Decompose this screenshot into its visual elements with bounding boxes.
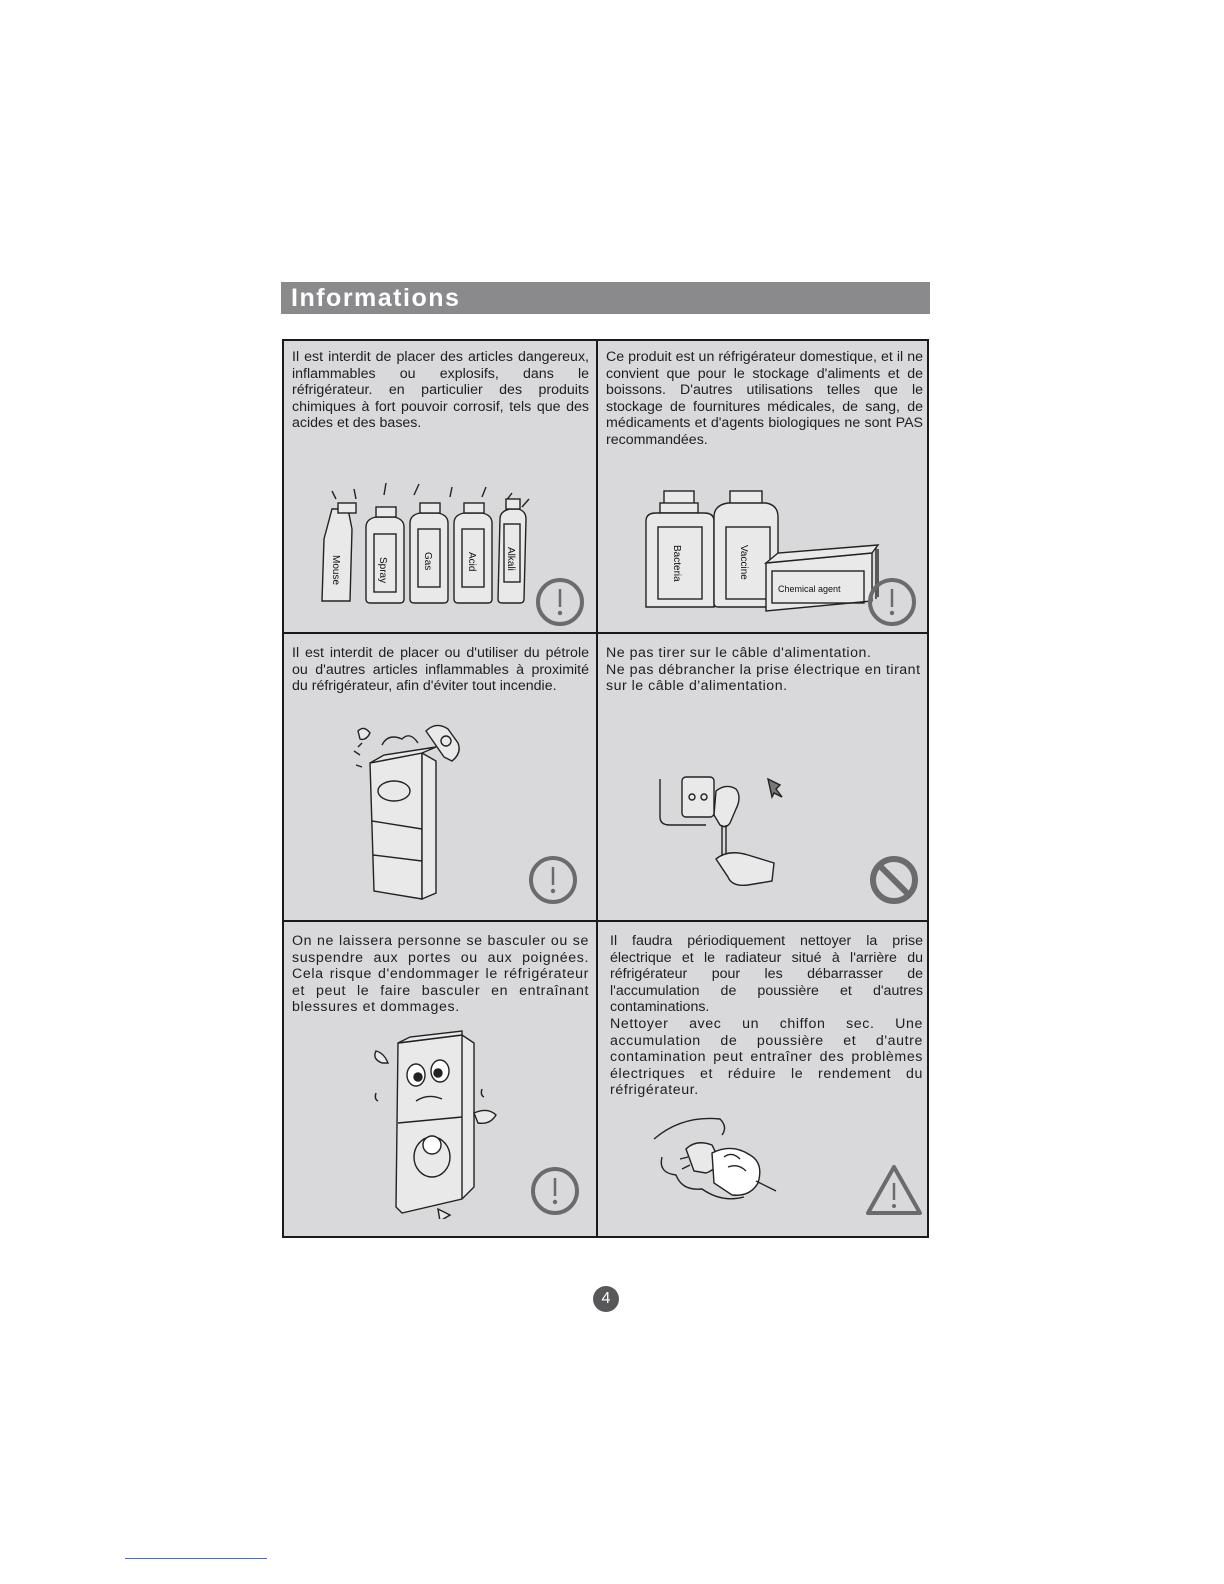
warning-circle-icon: [527, 854, 579, 906]
section-header: [281, 282, 930, 314]
supply-label: Bacteria: [671, 545, 682, 582]
info-cell-cleaning: [610, 933, 923, 1233]
section-title: Informations: [291, 284, 461, 312]
cell-text: Ne pas tirer sur le câble d'alimentation.: [606, 645, 872, 661]
info-cell-door-hanging: [292, 933, 589, 1233]
cell-text: Il faudra périodiquement nettoyer la prise électrique et le radiateur situé à l'arrière du réfrigérateur pour les débarrasser de l'accumulation de poussière et d'autres contaminations.: [610, 933, 923, 1016]
cell-text: Ce produit est un réfrigérateur domestique, et il ne convient que pour le stockage d'aliments et de boissons. D'autres utilisations telles que le stockage de fournitures médicales, de sang, de médicaments et d'agents biologiques ne sont PAS recommandées.: [606, 349, 923, 448]
cell-text: Nettoyer avec un chiffon sec. Une accumulation de poussière et d'autre contamination peut entraîner des problèmes électriques et réduire le rendement du réfrigérateur.: [610, 1015, 923, 1099]
cell-text: Ne pas débrancher la prise électrique en tirant sur le câble d'alimentation.: [606, 661, 921, 695]
container-label: Spray: [377, 557, 388, 584]
container-label: Alkali: [505, 547, 516, 571]
warning-triangle-icon: [864, 1163, 924, 1219]
fridge-character-illustration: [362, 1029, 502, 1219]
page-number: 4: [593, 1286, 619, 1312]
container-label: Gas: [422, 552, 433, 571]
supply-label: Vaccine: [738, 545, 749, 580]
container-label: Acid: [466, 552, 477, 572]
cleaning-plug-illustration: [652, 1113, 782, 1213]
info-cell-power-cable: [606, 645, 923, 920]
supply-label: Chemical agent: [778, 584, 841, 594]
cell-text: Il est interdit de placer des articles dangereux, inflammables ou explosifs, dans le réfrigérateur. en particulier des produits chimiques à fort pouvoir corrosif, tels que des acides et des bases.: [292, 349, 589, 432]
info-cell-flammables: [292, 645, 589, 920]
grid-divider-row-2: [284, 920, 927, 922]
warning-circle-icon: [529, 1165, 581, 1217]
medical-supplies-illustration: [642, 489, 880, 614]
info-cell-dangerous-articles: [292, 349, 589, 632]
warning-circle-icon: [534, 576, 586, 628]
footer-link-underline: [125, 1558, 267, 1559]
info-cell-domestic-use: [606, 349, 923, 632]
safety-info-grid: [282, 339, 929, 1238]
chemical-containers-illustration: [314, 479, 544, 609]
cell-text: On ne laissera personne se basculer ou se suspendre aux portes ou aux poignées. Cela risque d'endommager le réfrigérateur et peut le faire basculer en entraînant blessures et dommages.: [292, 933, 589, 1016]
container-label: Mouse: [330, 555, 341, 586]
plug-unplug-illustration: [656, 769, 796, 899]
grid-divider-vertical: [596, 341, 598, 1236]
grid-divider-row-1: [284, 632, 927, 634]
fridge-fire-illustration: [352, 721, 472, 906]
cell-text: Il est interdit de placer ou d'utiliser du pétrole ou d'autres articles inflammables à proximité du réfrigérateur, afin d'éviter tout incendie.: [292, 645, 589, 695]
warning-circle-icon: [866, 576, 918, 628]
prohibited-icon: [868, 854, 920, 906]
